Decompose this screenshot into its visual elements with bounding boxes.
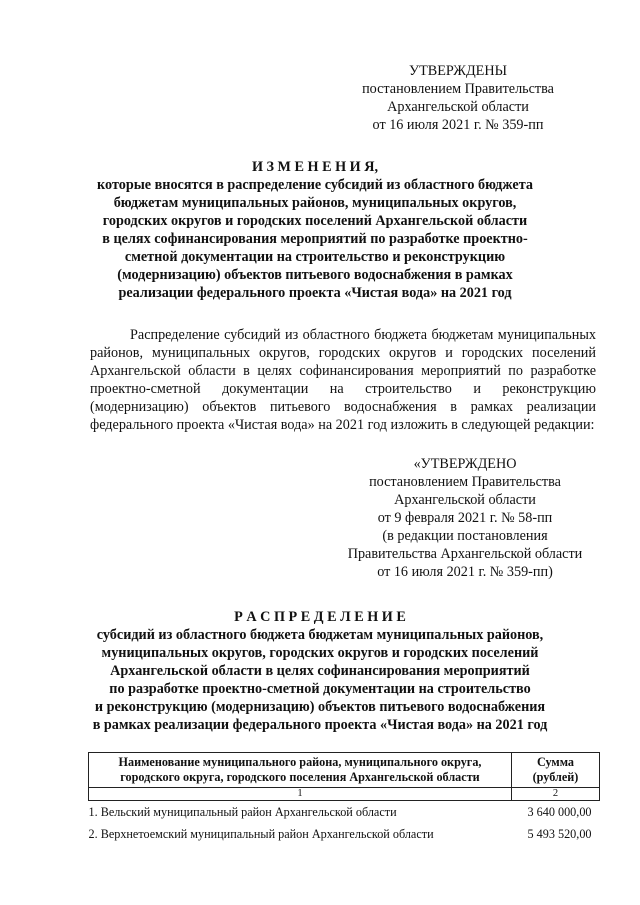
changes-subtitle-line: сметной документации на строительство и реконструкцию bbox=[124, 249, 506, 265]
distribution-heading bbox=[60, 608, 580, 734]
header-name-line: Наименование муниципального района, муниципального округа, bbox=[118, 755, 482, 769]
row-amount: 5 493 520,00 bbox=[527, 827, 592, 841]
table-row bbox=[89, 823, 600, 845]
distribution-subtitle-line: и реконструкцию (модернизацию) объектов питьевого водоснабжения bbox=[94, 699, 546, 715]
changes-subtitle-line: (модернизацию) объектов питьевого водоснабжения в рамках bbox=[117, 267, 513, 283]
changes-subtitle-line: реализации федерального проекта «Чистая вода» на 2021 год bbox=[118, 285, 512, 301]
header-name bbox=[89, 753, 512, 788]
distribution-subtitle-line: субсидий из областного бюджета бюджетам муниципальных районов, bbox=[96, 627, 544, 643]
table-column-numbers bbox=[89, 788, 600, 801]
row-name: 2. Верхнетоемский муниципальный район Архангельской области bbox=[88, 827, 434, 841]
row-name: 1. Вельский муниципальный район Архангельской области bbox=[88, 805, 397, 819]
changes-subtitle-line: в целях софинансирования мероприятий по разработке проектно- bbox=[102, 231, 528, 247]
column-number: 2 bbox=[512, 788, 600, 801]
approved-block-line: «УТВЕРЖДЕНО bbox=[413, 456, 517, 472]
approved-block-line: от 9 февраля 2021 г. № 58-пп bbox=[377, 510, 553, 526]
changes-subtitle-line: городских округов и городских поселений Архангельской области bbox=[102, 213, 528, 229]
body-paragraph: Распределение субсидий из областного бюджета бюджетам муниципальных районов, муниципальных округов, городских округов и городских поселений Архангельской области в целях софинансирования мероприятий по разработке проектно-сметной документации на строительство и реконструкцию (модернизацию) объектов питьевого водоснабжения в рамках реализации федерального проекта «Чистая вода» на 2021 год изложить в следующей редакции: bbox=[90, 327, 596, 433]
column-number: 1 bbox=[89, 788, 512, 801]
approved-block-line: Архангельской области bbox=[394, 492, 536, 508]
approved-block bbox=[330, 455, 600, 581]
approved-block-line: Правительства Архангельской области bbox=[347, 546, 583, 562]
header-sum bbox=[512, 753, 600, 788]
table-header-row bbox=[89, 753, 600, 788]
distribution-title: Р А С П Р Е Д Е Л Е Н И Е bbox=[234, 609, 406, 625]
changes-title: И З М Е Н Е Н И Я, bbox=[251, 159, 379, 175]
row-amount: 3 640 000,00 bbox=[527, 805, 592, 819]
table-row bbox=[89, 801, 600, 824]
approved-header-line: УТВЕРЖДЕНЫ bbox=[409, 63, 507, 79]
distribution-table bbox=[88, 752, 600, 845]
approved-header-line: Архангельской области bbox=[387, 99, 529, 115]
distribution-subtitle-line: Архангельской области в целях софинансирования мероприятий bbox=[110, 663, 530, 679]
distribution-subtitle-line: по разработке проектно-сметной документации на строительство bbox=[109, 681, 531, 697]
distribution-subtitle-line: муниципальных округов, городских округов и городских поселений bbox=[101, 645, 539, 661]
changes-subtitle-line: которые вносятся в распределение субсидий из областного бюджета bbox=[97, 177, 533, 193]
changes-subtitle-line: бюджетам муниципальных районов, муниципальных округов, bbox=[113, 195, 517, 211]
approved-header-line: постановлением Правительства bbox=[362, 81, 554, 97]
approved-block-line: (в редакции постановления bbox=[382, 528, 548, 544]
approved-block-line: постановлением Правительства bbox=[369, 474, 561, 490]
approved-header bbox=[330, 62, 586, 134]
changes-heading bbox=[80, 158, 550, 302]
distribution-subtitle-line: в рамках реализации федерального проекта «Чистая вода» на 2021 год bbox=[92, 717, 548, 733]
header-sum-line: Сумма bbox=[536, 755, 575, 769]
header-name-line: городского округа, городского поселения Архангельской области bbox=[120, 770, 480, 784]
approved-block-line: от 16 июля 2021 г. № 359-пп) bbox=[377, 564, 553, 580]
approved-header-line: от 16 июля 2021 г. № 359-пп bbox=[372, 117, 544, 133]
header-sum-line: (рублей) bbox=[532, 770, 579, 784]
